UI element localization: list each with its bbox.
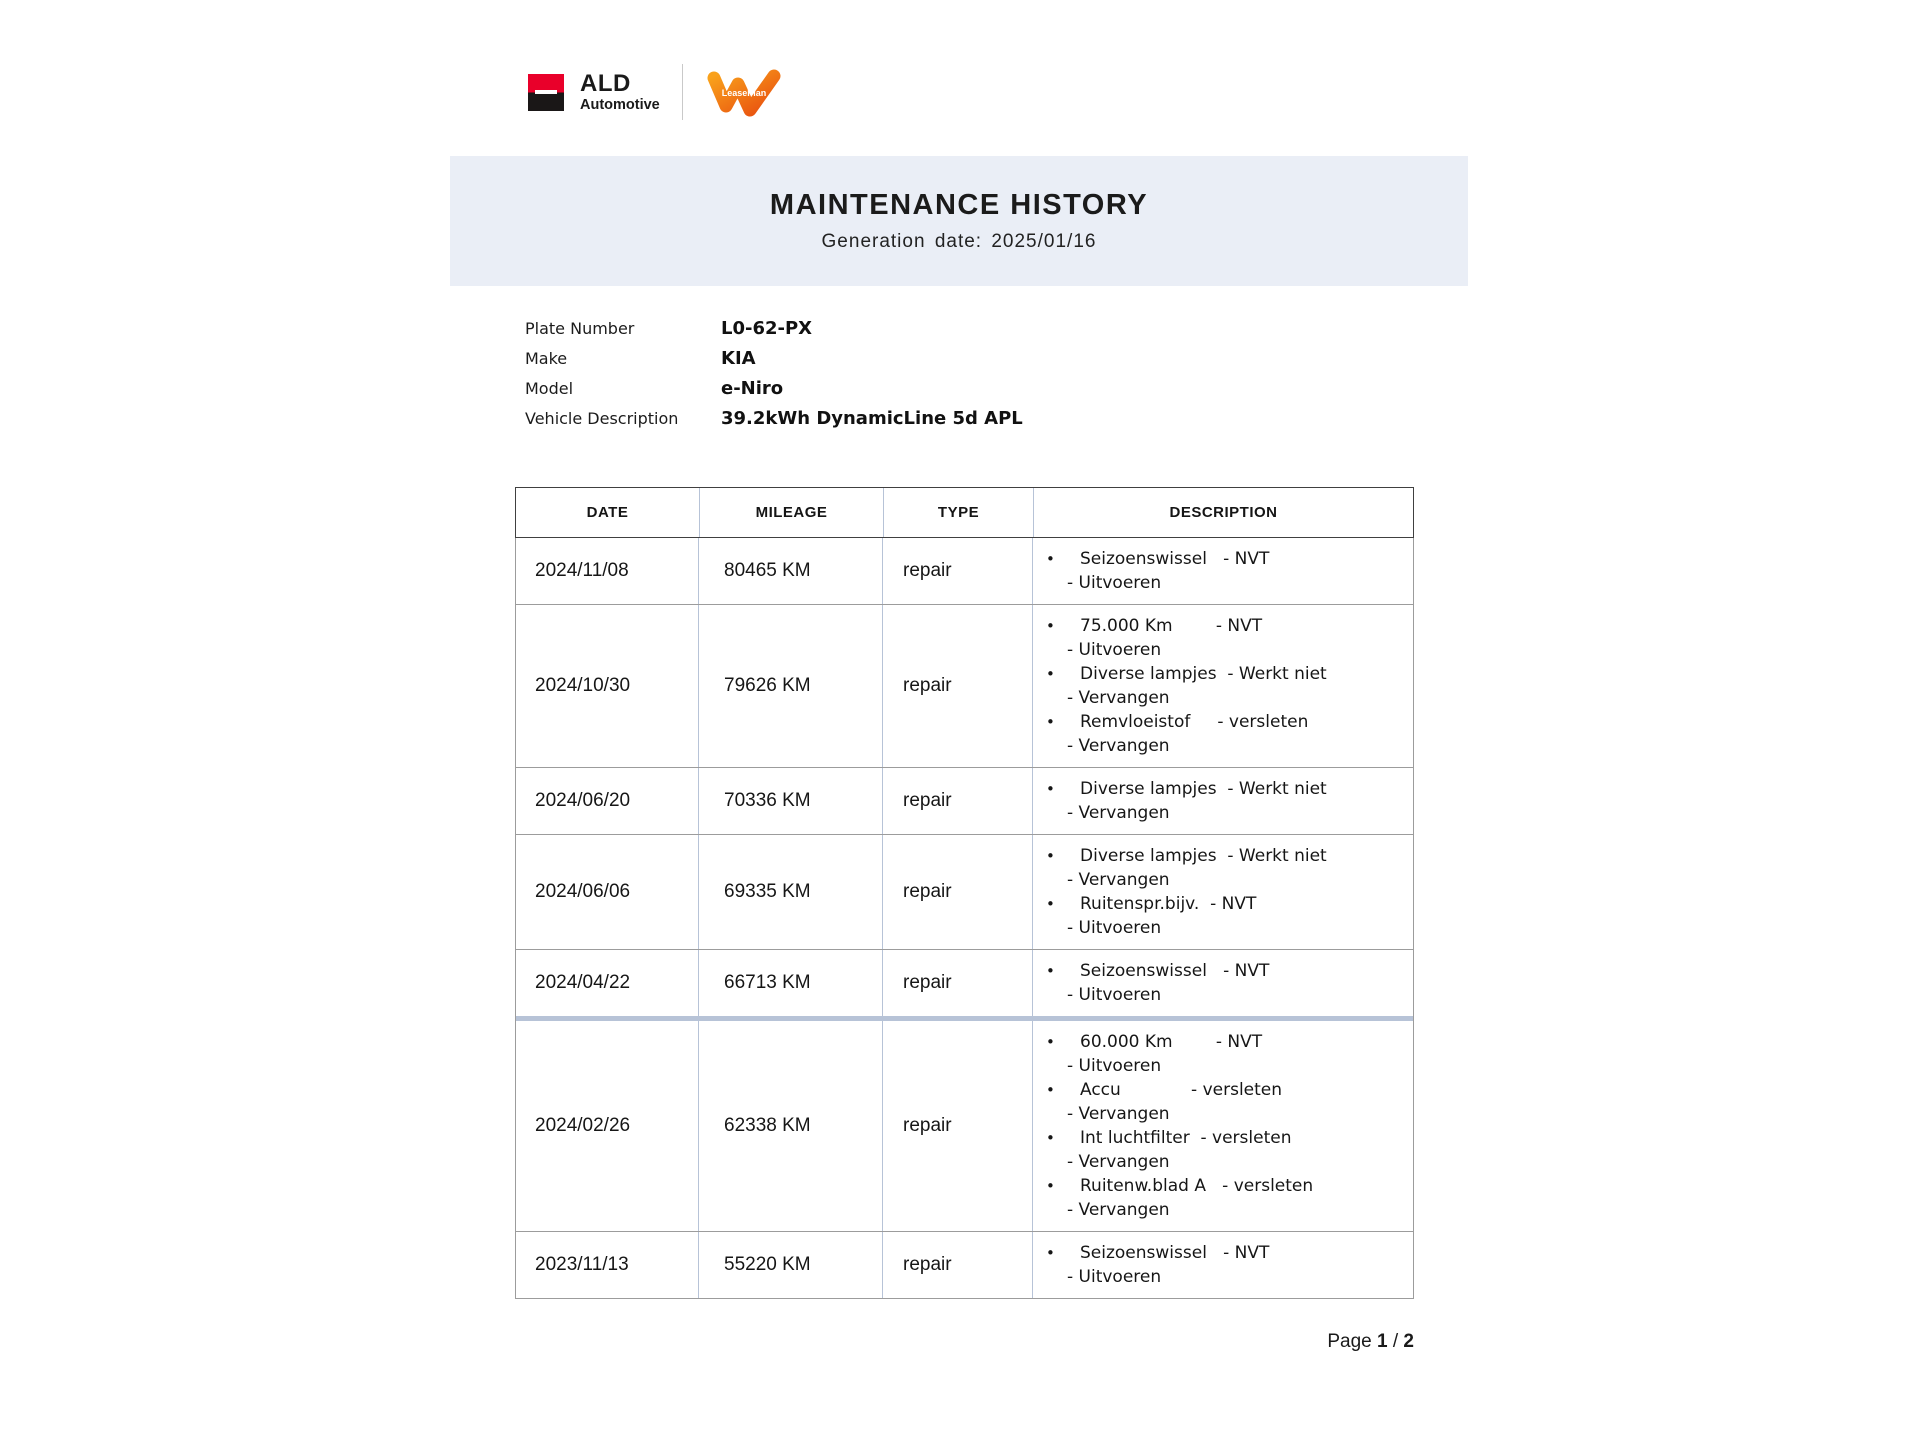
ald-logo-text	[580, 69, 660, 113]
description-line1: Diverse lampjes - Werkt niet	[1080, 664, 1327, 684]
description-line2: - Vervangen	[1067, 1152, 1170, 1172]
vehicle-info	[525, 318, 1023, 429]
description-item	[1033, 710, 1413, 758]
description-line1: Accu - versleten	[1080, 1080, 1283, 1100]
table-column-header: TYPE	[883, 488, 1033, 537]
table-column-header: MILEAGE	[699, 488, 883, 537]
description-line1: 75.000 Km - NVT	[1080, 616, 1263, 636]
description-line1: Int luchtfilter - versleten	[1080, 1128, 1292, 1148]
cell-description	[1032, 1232, 1413, 1298]
bullet-icon: •	[1046, 665, 1055, 683]
description-line1: Seizoenswissel - NVT	[1080, 549, 1270, 569]
bullet-icon: •	[1046, 895, 1055, 913]
bullet-icon: •	[1046, 617, 1055, 635]
bullet-icon: •	[1046, 713, 1055, 731]
description-item	[1033, 777, 1413, 825]
cell-date: 2024/02/26	[535, 1115, 631, 1136]
cell-description	[1032, 950, 1413, 1016]
bullet-icon: •	[1046, 1244, 1055, 1262]
leaseplan-logo-label: LeasePlan	[721, 88, 767, 98]
vehicle-info-value: L0-62-PX	[721, 318, 813, 339]
table-row	[516, 949, 1413, 1016]
bullet-icon: •	[1046, 550, 1055, 568]
header-logos	[528, 62, 785, 122]
description-item	[1033, 662, 1413, 710]
table-row	[516, 1016, 1413, 1231]
description-item	[1033, 614, 1413, 662]
generation-date: Generation date: 2025/01/16	[821, 231, 1097, 252]
cell-description	[1032, 1021, 1413, 1231]
description-item	[1033, 547, 1413, 595]
description-item	[1033, 892, 1413, 940]
table-body	[515, 538, 1414, 1299]
table-row	[516, 834, 1413, 949]
bullet-icon: •	[1046, 1033, 1055, 1051]
vehicle-info-value: 39.2kWh DynamicLine 5d APL	[721, 408, 1023, 429]
description-line1: Ruitenspr.bijv. - NVT	[1080, 894, 1257, 914]
description-item	[1033, 1174, 1413, 1222]
vehicle-info-label: Vehicle Description	[525, 409, 679, 428]
page-separator: /	[1392, 1331, 1399, 1352]
description-line1: Seizoenswissel - NVT	[1080, 1243, 1270, 1263]
cell-mileage: 70336 KM	[698, 768, 882, 834]
cell-description	[1032, 605, 1413, 767]
page-title: MAINTENANCE HISTORY	[769, 189, 1149, 221]
cell-type: repair	[882, 1021, 1032, 1231]
description-line2: - Vervangen	[1067, 803, 1170, 823]
description-line1: Diverse lampjes - Werkt niet	[1080, 846, 1327, 866]
leaseplan-logo-icon	[703, 65, 785, 119]
description-line1: Diverse lampjes - Werkt niet	[1080, 779, 1327, 799]
description-line2: - Uitvoeren	[1067, 1056, 1162, 1076]
cell-date: 2024/06/20	[535, 790, 631, 811]
bullet-icon: •	[1046, 780, 1055, 798]
cell-type: repair	[882, 1232, 1032, 1298]
page-number	[1327, 1331, 1414, 1353]
cell-date: 2023/11/13	[535, 1254, 629, 1275]
title-banner	[450, 156, 1468, 286]
page-label: Page	[1327, 1331, 1372, 1352]
description-item	[1033, 1030, 1413, 1078]
description-line2: - Uitvoeren	[1067, 985, 1162, 1005]
cell-date: 2024/06/06	[535, 881, 631, 902]
cell-mileage: 66713 KM	[698, 950, 882, 1016]
vehicle-info-label: Plate Number	[525, 319, 635, 338]
cell-mileage: 79626 KM	[698, 605, 882, 767]
description-line1: Seizoenswissel - NVT	[1080, 961, 1270, 981]
description-line2: - Uitvoeren	[1067, 1267, 1162, 1287]
cell-type: repair	[882, 950, 1032, 1016]
ald-logo-subtitle: Automotive	[580, 96, 660, 113]
description-line2: - Uitvoeren	[1067, 918, 1162, 938]
cell-type: repair	[882, 835, 1032, 949]
description-line1: Remvloeistof - versleten	[1080, 712, 1309, 732]
table-row	[516, 767, 1413, 834]
description-line2: - Vervangen	[1067, 736, 1170, 756]
cell-type: repair	[882, 605, 1032, 767]
cell-type: repair	[882, 768, 1032, 834]
table-header-row	[515, 487, 1414, 538]
cell-date: 2024/04/22	[535, 972, 631, 993]
cell-description	[1032, 835, 1413, 949]
table-column-header: DATE	[586, 504, 629, 521]
vehicle-info-label: Model	[525, 379, 574, 398]
description-item	[1033, 1078, 1413, 1126]
page-current: 1	[1377, 1331, 1388, 1352]
cell-mileage: 55220 KM	[698, 1232, 882, 1298]
description-line2: - Uitvoeren	[1067, 573, 1162, 593]
description-line2: - Uitvoeren	[1067, 640, 1162, 660]
cell-date: 2024/11/08	[535, 560, 629, 581]
table-row	[516, 538, 1413, 604]
description-line1: 60.000 Km - NVT	[1080, 1032, 1263, 1052]
description-item	[1033, 1126, 1413, 1174]
cell-mileage: 80465 KM	[698, 538, 882, 604]
cell-description	[1032, 538, 1413, 604]
cell-description	[1032, 768, 1413, 834]
page-total: 2	[1403, 1331, 1414, 1352]
table-column-header: DESCRIPTION	[1033, 488, 1413, 537]
description-line2: - Vervangen	[1067, 870, 1170, 890]
cell-mileage: 69335 KM	[698, 835, 882, 949]
description-item	[1033, 1241, 1413, 1289]
ald-logo-name: ALD	[580, 69, 631, 97]
bullet-icon: •	[1046, 1129, 1055, 1147]
cell-date: 2024/10/30	[535, 675, 631, 696]
bullet-icon: •	[1046, 1081, 1055, 1099]
description-line1: Ruitenw.blad A - versleten	[1080, 1176, 1314, 1196]
description-line2: - Vervangen	[1067, 688, 1170, 708]
maintenance-table	[515, 487, 1414, 1299]
table-row	[516, 604, 1413, 767]
vehicle-info-value: KIA	[721, 348, 756, 369]
cell-mileage: 62338 KM	[698, 1021, 882, 1231]
bullet-icon: •	[1046, 1177, 1055, 1195]
description-line2: - Vervangen	[1067, 1104, 1170, 1124]
vehicle-info-value: e-Niro	[721, 378, 784, 399]
description-line2: - Vervangen	[1067, 1200, 1170, 1220]
description-item	[1033, 844, 1413, 892]
table-row	[516, 1231, 1413, 1298]
bullet-icon: •	[1046, 962, 1055, 980]
ald-logo-icon	[528, 74, 564, 111]
bullet-icon: •	[1046, 847, 1055, 865]
cell-type: repair	[882, 538, 1032, 604]
description-item	[1033, 959, 1413, 1007]
vehicle-info-label: Make	[525, 349, 568, 368]
logo-divider	[682, 64, 683, 120]
